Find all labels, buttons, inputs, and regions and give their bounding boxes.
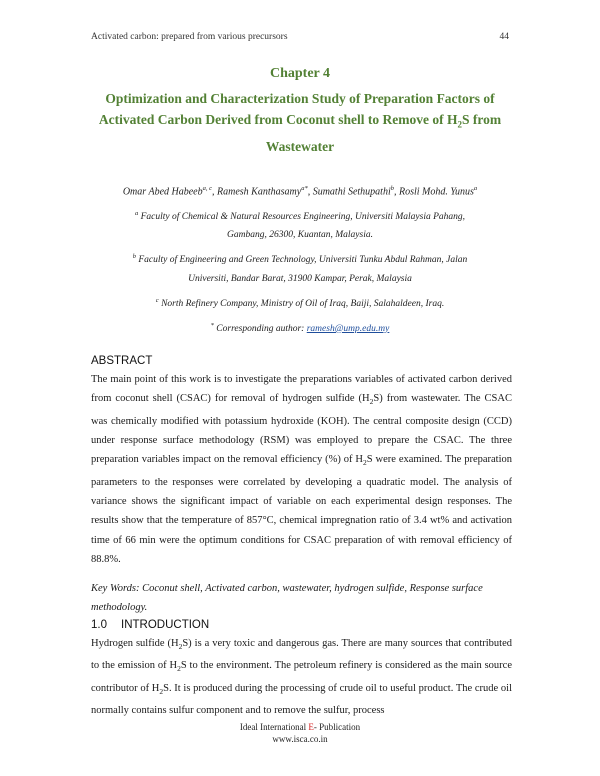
publisher-e: E <box>308 722 314 732</box>
section-number: 1.0 <box>91 619 107 631</box>
subscript: 2 <box>177 664 181 674</box>
introduction-paragraph <box>91 634 512 720</box>
author-sup: b <box>390 185 394 192</box>
affil-text: Faculty of Chemical & Natural Resources Engineering, Universiti Malaysia Pahang, <box>140 212 466 223</box>
affiliation-b <box>40 248 560 287</box>
subscript: 2 <box>159 686 164 696</box>
intro-text: S to the environment. The petroleum refinery is considered as the main source contributor of H <box>91 660 512 694</box>
abstract-text: S were examined. The preparation parameters to the responses were correlated by developing a quadratic model. The analysis of variance shows the significant impact of variable on each experimental design responses. The results show that the temperature of 857°C, chemical impregnation ratio of 3.4 wt% and activation time of 66 min were the optimum conditions for CSAC preparation of with removal efficiency of 88.8%. <box>91 454 513 565</box>
affil-sup: b <box>132 253 136 261</box>
author-block <box>40 180 560 338</box>
introduction-heading <box>91 616 512 634</box>
affil-sup: * <box>210 321 214 329</box>
introduction-section <box>91 616 512 720</box>
author-sup: a* <box>301 185 308 192</box>
title-text: S from <box>461 112 502 127</box>
chapter-title-line-3: Wastewater <box>265 138 335 154</box>
subscript: 2 <box>178 642 183 652</box>
author-sup: a, c <box>202 185 213 192</box>
intro-text: Hydrogen sulfide (H <box>91 638 179 649</box>
keywords: Key Words: Coconut shell, Activated carbon, wastewater, hydrogen sulfide, Response surface methodology. <box>91 583 483 614</box>
publisher-text: Ideal International <box>239 722 309 732</box>
subscript: 2 <box>363 458 367 468</box>
affil-text: Universiti, Bandar Barat, 31900 Kampar, Perak, Malaysia <box>188 273 412 284</box>
affil-text: Faculty of Engineering and Green Technology, Universiti Tunku Abdul Rahman, Jalan <box>138 255 468 266</box>
abstract-heading: ABSTRACT <box>91 355 153 367</box>
affil-sup: a <box>134 210 139 218</box>
chapter-title-line-2 <box>60 109 540 136</box>
page-number: 44 <box>499 32 509 42</box>
chapter-heading <box>60 64 540 157</box>
abstract-paragraph <box>91 370 512 569</box>
publisher-name <box>0 721 600 733</box>
author-list <box>40 180 560 201</box>
chapter-label: Chapter 4 <box>269 66 331 81</box>
running-head-title: Activated carbon: prepared from various precursors <box>91 32 288 42</box>
author-name: , Ramesh Kanthasamy <box>212 186 302 198</box>
affiliation-c <box>40 292 560 313</box>
intro-text: S. It is produced during the processing of crude oil to useful product. The crude oil normally contains sulfur component and to remove the sulfur, process <box>91 682 512 717</box>
affil-sup: c <box>155 296 159 304</box>
subscript: 2 <box>369 397 374 407</box>
affil-text: North Refinery Company, Ministry of Oil of Iraq, Baiji, Salahaldeen, Iraq. <box>161 298 445 309</box>
abstract-text: The main point of this work is to investigate the preparations variables of activated carbon derived from coconut shell (CSAC) for removal of hydrogen sulfide (H <box>91 374 512 405</box>
running-head <box>91 32 509 42</box>
affil-text: Gambang, 26300, Kuantan, Malaysia. <box>227 230 373 241</box>
abstract-text: S) from wastewater. The CSAC was chemically modified with potassium hydroxide (KOH). The central composite design (CCD) under response surface methodology (RSM) was employed to prepare the CSAC. The three preparation variables impact on the removal efficiency (%) of H <box>91 393 512 466</box>
author-name: , Rosli Mohd. Yunus <box>394 186 474 198</box>
affiliation-a <box>40 205 560 244</box>
intro-text: S) is a very toxic and dangerous gas. There are many sources that contributed to the emission of H <box>91 638 513 672</box>
author-sup: a <box>473 185 478 192</box>
abstract-section <box>91 352 512 617</box>
author-name: , Sumathi Sethupathi <box>307 186 391 198</box>
publisher-text: - Publication <box>313 722 361 732</box>
title-text: Activated Carbon Derived from Coconut shell to Remove of H <box>98 112 458 127</box>
title-subscript: 2 <box>457 119 462 130</box>
author-name: Omar Abed Habeeb <box>122 186 203 198</box>
publisher-url[interactable]: www.isca.co.in <box>272 734 328 744</box>
corresponding-author <box>40 317 560 338</box>
chapter-title <box>60 88 540 157</box>
corresponding-email-link[interactable]: ramesh@ump.edu.my <box>306 323 390 334</box>
section-title: INTRODUCTION <box>121 619 210 631</box>
publisher-footer <box>0 721 600 745</box>
corr-label: Corresponding author: <box>216 323 307 334</box>
chapter-title-line-1: Optimization and Characterization Study of Preparation Factors of <box>105 91 495 106</box>
